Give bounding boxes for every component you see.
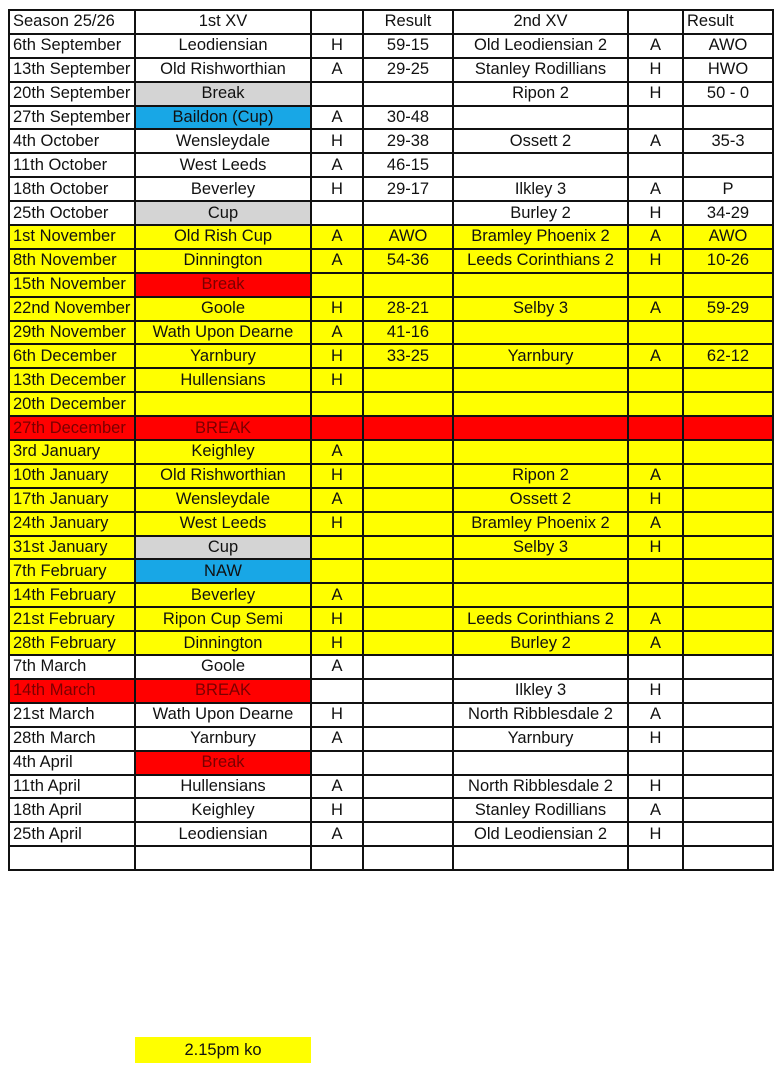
first-xv-opponent: West Leeds xyxy=(135,512,311,536)
header-season: Season 25/26 xyxy=(9,10,135,34)
first-xv-opponent: Wath Upon Dearne xyxy=(135,321,311,345)
fixture-row xyxy=(9,536,773,560)
first-xv-venue xyxy=(311,273,363,297)
second-xv-venue: H xyxy=(628,679,683,703)
first-xv-venue: A xyxy=(311,775,363,799)
first-xv-result: 29-25 xyxy=(363,58,453,82)
fixture-row xyxy=(9,153,773,177)
first-xv-opponent: Old Rishworthian xyxy=(135,464,311,488)
date-cell: 17th January xyxy=(9,488,135,512)
second-xv-opponent: Ossett 2 xyxy=(453,129,628,153)
first-xv-opponent: Ripon Cup Semi xyxy=(135,607,311,631)
first-xv-opponent: Old Rish Cup xyxy=(135,225,311,249)
first-xv-result: 29-38 xyxy=(363,129,453,153)
second-xv-venue xyxy=(628,106,683,130)
first-xv-result xyxy=(363,631,453,655)
second-xv-result xyxy=(683,153,773,177)
first-xv-venue: H xyxy=(311,297,363,321)
date-cell: 4th April xyxy=(9,751,135,775)
second-xv-venue: H xyxy=(628,82,683,106)
first-xv-venue xyxy=(311,559,363,583)
second-xv-opponent xyxy=(453,106,628,130)
first-xv-venue: A xyxy=(311,655,363,679)
fixture-row xyxy=(9,798,773,822)
first-xv-venue: A xyxy=(311,249,363,273)
second-xv-opponent xyxy=(453,273,628,297)
date-cell: 3rd January xyxy=(9,440,135,464)
first-xv-venue: A xyxy=(311,153,363,177)
date-cell: 18th April xyxy=(9,798,135,822)
fixture-row xyxy=(9,201,773,225)
second-xv-opponent: North Ribblesdale 2 xyxy=(453,703,628,727)
second-xv-opponent: Yarnbury xyxy=(453,344,628,368)
second-xv-result xyxy=(683,273,773,297)
first-xv-result: 28-21 xyxy=(363,297,453,321)
first-xv-result xyxy=(363,727,453,751)
first-xv-opponent: Goole xyxy=(135,655,311,679)
first-xv-result xyxy=(363,559,453,583)
second-xv-opponent xyxy=(453,751,628,775)
first-xv-opponent: Beverley xyxy=(135,177,311,201)
second-xv-opponent: Ripon 2 xyxy=(453,464,628,488)
second-xv-result xyxy=(683,321,773,345)
first-xv-venue: A xyxy=(311,822,363,846)
first-xv-venue: H xyxy=(311,607,363,631)
second-xv-result xyxy=(683,368,773,392)
kickoff-note: 2.15pm ko xyxy=(135,1037,311,1063)
first-xv-result: 41-16 xyxy=(363,321,453,345)
second-xv-opponent: Burley 2 xyxy=(453,631,628,655)
second-xv-result xyxy=(683,464,773,488)
second-xv-result xyxy=(683,798,773,822)
date-cell: 15th November xyxy=(9,273,135,297)
first-xv-opponent: Yarnbury xyxy=(135,727,311,751)
first-xv-result xyxy=(363,822,453,846)
second-xv-opponent: Stanley Rodillians xyxy=(453,58,628,82)
first-xv-result xyxy=(363,751,453,775)
fixture-row xyxy=(9,225,773,249)
first-xv-opponent: Hullensians xyxy=(135,368,311,392)
first-xv-venue: A xyxy=(311,583,363,607)
first-xv-venue xyxy=(311,201,363,225)
fixture-row xyxy=(9,559,773,583)
date-cell: 27th December xyxy=(9,416,135,440)
fixture-row xyxy=(9,822,773,846)
second-xv-opponent xyxy=(453,655,628,679)
first-xv-opponent: Dinnington xyxy=(135,249,311,273)
first-xv-opponent: NAW xyxy=(135,559,311,583)
first-xv-opponent: Leodiensian xyxy=(135,34,311,58)
second-xv-opponent: North Ribblesdale 2 xyxy=(453,775,628,799)
fixtures-body xyxy=(9,10,773,870)
second-xv-result xyxy=(683,655,773,679)
first-xv-venue xyxy=(311,82,363,106)
first-xv-venue: H xyxy=(311,631,363,655)
fixture-row xyxy=(9,344,773,368)
first-xv-venue: H xyxy=(311,344,363,368)
second-xv-result: 59-29 xyxy=(683,297,773,321)
second-xv-result xyxy=(683,536,773,560)
fixture-row xyxy=(9,655,773,679)
fixture-row xyxy=(9,249,773,273)
header-second-result: Result xyxy=(683,10,773,34)
second-xv-result xyxy=(683,679,773,703)
date-cell: 13th September xyxy=(9,58,135,82)
first-xv-opponent: Beverley xyxy=(135,583,311,607)
fixture-row xyxy=(9,631,773,655)
second-xv-result xyxy=(683,727,773,751)
second-xv-venue: H xyxy=(628,822,683,846)
second-xv-opponent xyxy=(453,321,628,345)
second-xv-venue: H xyxy=(628,775,683,799)
second-xv-venue xyxy=(628,440,683,464)
first-xv-opponent: Baildon (Cup) xyxy=(135,106,311,130)
first-xv-venue xyxy=(311,846,363,870)
first-xv-opponent: Wensleydale xyxy=(135,129,311,153)
first-xv-opponent: Hullensians xyxy=(135,775,311,799)
first-xv-venue: A xyxy=(311,488,363,512)
fixture-row xyxy=(9,440,773,464)
second-xv-venue: A xyxy=(628,297,683,321)
second-xv-venue xyxy=(628,559,683,583)
second-xv-result xyxy=(683,631,773,655)
first-xv-result: 30-48 xyxy=(363,106,453,130)
fixture-row xyxy=(9,106,773,130)
first-xv-opponent: Leodiensian xyxy=(135,822,311,846)
date-cell: 4th October xyxy=(9,129,135,153)
second-xv-result xyxy=(683,559,773,583)
second-xv-opponent: Leeds Corinthians 2 xyxy=(453,249,628,273)
second-xv-result: HWO xyxy=(683,58,773,82)
first-xv-opponent: Yarnbury xyxy=(135,344,311,368)
second-xv-result xyxy=(683,703,773,727)
second-xv-opponent xyxy=(453,846,628,870)
second-xv-venue xyxy=(628,273,683,297)
second-xv-opponent xyxy=(453,368,628,392)
first-xv-result xyxy=(363,201,453,225)
first-xv-result xyxy=(363,488,453,512)
second-xv-venue: A xyxy=(628,344,683,368)
second-xv-venue: A xyxy=(628,225,683,249)
first-xv-venue: H xyxy=(311,368,363,392)
date-cell: 20th September xyxy=(9,82,135,106)
date-cell: 24th January xyxy=(9,512,135,536)
first-xv-opponent: Break xyxy=(135,273,311,297)
first-xv-opponent: West Leeds xyxy=(135,153,311,177)
second-xv-venue xyxy=(628,583,683,607)
fixture-row xyxy=(9,392,773,416)
date-cell: 11th October xyxy=(9,153,135,177)
second-xv-opponent: Stanley Rodillians xyxy=(453,798,628,822)
second-xv-result: AWO xyxy=(683,34,773,58)
first-xv-venue: H xyxy=(311,464,363,488)
first-xv-result xyxy=(363,82,453,106)
date-cell: 10th January xyxy=(9,464,135,488)
second-xv-venue: H xyxy=(628,727,683,751)
first-xv-venue xyxy=(311,751,363,775)
date-cell: 22nd November xyxy=(9,297,135,321)
second-xv-result: 62-12 xyxy=(683,344,773,368)
fixture-row xyxy=(9,775,773,799)
first-xv-venue: A xyxy=(311,321,363,345)
first-xv-result: 33-25 xyxy=(363,344,453,368)
second-xv-venue xyxy=(628,368,683,392)
first-xv-venue xyxy=(311,536,363,560)
date-cell: 14th February xyxy=(9,583,135,607)
date-cell: 28th February xyxy=(9,631,135,655)
second-xv-result xyxy=(683,488,773,512)
date-cell: 25th April xyxy=(9,822,135,846)
first-xv-opponent: Wath Upon Dearne xyxy=(135,703,311,727)
date-cell: 31st January xyxy=(9,536,135,560)
second-xv-opponent: Ripon 2 xyxy=(453,82,628,106)
fixture-row xyxy=(9,58,773,82)
first-xv-opponent: Cup xyxy=(135,201,311,225)
second-xv-opponent: Burley 2 xyxy=(453,201,628,225)
second-xv-venue: H xyxy=(628,536,683,560)
fixture-row xyxy=(9,368,773,392)
second-xv-venue xyxy=(628,392,683,416)
first-xv-venue xyxy=(311,416,363,440)
second-xv-result: 34-29 xyxy=(683,201,773,225)
first-xv-venue: H xyxy=(311,34,363,58)
second-xv-result xyxy=(683,106,773,130)
first-xv-result xyxy=(363,607,453,631)
date-cell: 21st March xyxy=(9,703,135,727)
first-xv-result xyxy=(363,775,453,799)
first-xv-opponent: Keighley xyxy=(135,440,311,464)
second-xv-opponent: Selby 3 xyxy=(453,536,628,560)
second-xv-opponent: Old Leodiensian 2 xyxy=(453,822,628,846)
header-second-xv: 2nd XV xyxy=(453,10,628,34)
first-xv-opponent: Keighley xyxy=(135,798,311,822)
fixture-row xyxy=(9,727,773,751)
fixture-row xyxy=(9,416,773,440)
fixture-row xyxy=(9,679,773,703)
second-xv-opponent xyxy=(453,416,628,440)
second-xv-opponent: Yarnbury xyxy=(453,727,628,751)
second-xv-result xyxy=(683,440,773,464)
fixture-row xyxy=(9,273,773,297)
first-xv-result xyxy=(363,368,453,392)
second-xv-opponent: Bramley Phoenix 2 xyxy=(453,512,628,536)
second-xv-venue: A xyxy=(628,34,683,58)
first-xv-result xyxy=(363,273,453,297)
first-xv-venue: H xyxy=(311,512,363,536)
fixture-row xyxy=(9,488,773,512)
second-xv-opponent xyxy=(453,392,628,416)
first-xv-venue: H xyxy=(311,129,363,153)
date-cell: 1st November xyxy=(9,225,135,249)
first-xv-result xyxy=(363,655,453,679)
second-xv-opponent: Ilkley 3 xyxy=(453,177,628,201)
fixture-row xyxy=(9,297,773,321)
first-xv-opponent: Cup xyxy=(135,536,311,560)
second-xv-venue: A xyxy=(628,703,683,727)
first-xv-opponent xyxy=(135,392,311,416)
second-xv-opponent xyxy=(453,583,628,607)
first-xv-venue xyxy=(311,392,363,416)
second-xv-result xyxy=(683,846,773,870)
first-xv-venue: H xyxy=(311,703,363,727)
second-xv-venue: A xyxy=(628,607,683,631)
first-xv-result xyxy=(363,464,453,488)
second-xv-venue: A xyxy=(628,631,683,655)
second-xv-venue: H xyxy=(628,58,683,82)
fixtures-table xyxy=(8,9,774,871)
first-xv-result xyxy=(363,798,453,822)
first-xv-venue: H xyxy=(311,177,363,201)
first-xv-opponent xyxy=(135,846,311,870)
second-xv-result: 50 - 0 xyxy=(683,82,773,106)
fixture-row xyxy=(9,321,773,345)
second-xv-result xyxy=(683,583,773,607)
second-xv-opponent: Leeds Corinthians 2 xyxy=(453,607,628,631)
first-xv-result xyxy=(363,536,453,560)
second-xv-opponent: Old Leodiensian 2 xyxy=(453,34,628,58)
second-xv-venue xyxy=(628,321,683,345)
date-cell xyxy=(9,846,135,870)
first-xv-opponent: Goole xyxy=(135,297,311,321)
second-xv-venue: A xyxy=(628,129,683,153)
date-cell: 6th September xyxy=(9,34,135,58)
second-xv-result xyxy=(683,775,773,799)
second-xv-venue: A xyxy=(628,512,683,536)
second-xv-result: AWO xyxy=(683,225,773,249)
date-cell: 13th December xyxy=(9,368,135,392)
header-first-ha xyxy=(311,10,363,34)
header-first-result: Result xyxy=(363,10,453,34)
first-xv-result: 59-15 xyxy=(363,34,453,58)
fixture-row xyxy=(9,177,773,201)
date-cell: 18th October xyxy=(9,177,135,201)
second-xv-opponent: Bramley Phoenix 2 xyxy=(453,225,628,249)
fixture-row xyxy=(9,34,773,58)
date-cell: 14th March xyxy=(9,679,135,703)
second-xv-venue: A xyxy=(628,177,683,201)
first-xv-result: AWO xyxy=(363,225,453,249)
first-xv-opponent: BREAK xyxy=(135,679,311,703)
fixture-row xyxy=(9,512,773,536)
fixture-row xyxy=(9,464,773,488)
second-xv-venue: A xyxy=(628,464,683,488)
second-xv-venue xyxy=(628,153,683,177)
second-xv-venue: A xyxy=(628,798,683,822)
first-xv-result: 54-36 xyxy=(363,249,453,273)
second-xv-venue: H xyxy=(628,201,683,225)
first-xv-result xyxy=(363,846,453,870)
first-xv-result xyxy=(363,416,453,440)
date-cell: 11th April xyxy=(9,775,135,799)
header-first-xv: 1st XV xyxy=(135,10,311,34)
second-xv-opponent xyxy=(453,440,628,464)
date-cell: 29th November xyxy=(9,321,135,345)
first-xv-result xyxy=(363,392,453,416)
header-row xyxy=(9,10,773,34)
date-cell: 21st February xyxy=(9,607,135,631)
fixture-row xyxy=(9,82,773,106)
first-xv-result xyxy=(363,679,453,703)
first-xv-result xyxy=(363,440,453,464)
date-cell: 8th November xyxy=(9,249,135,273)
date-cell: 7th March xyxy=(9,655,135,679)
second-xv-venue xyxy=(628,416,683,440)
second-xv-opponent xyxy=(453,153,628,177)
first-xv-venue: H xyxy=(311,798,363,822)
fixture-row xyxy=(9,129,773,153)
first-xv-opponent: Wensleydale xyxy=(135,488,311,512)
date-cell: 27th September xyxy=(9,106,135,130)
second-xv-result xyxy=(683,512,773,536)
first-xv-venue: A xyxy=(311,727,363,751)
first-xv-result: 29-17 xyxy=(363,177,453,201)
second-xv-venue: H xyxy=(628,249,683,273)
second-xv-result xyxy=(683,822,773,846)
first-xv-venue: A xyxy=(311,440,363,464)
first-xv-result: 46-15 xyxy=(363,153,453,177)
second-xv-opponent: Ossett 2 xyxy=(453,488,628,512)
first-xv-opponent: Dinnington xyxy=(135,631,311,655)
first-xv-opponent: Old Rishworthian xyxy=(135,58,311,82)
date-cell: 6th December xyxy=(9,344,135,368)
first-xv-venue: A xyxy=(311,225,363,249)
second-xv-opponent: Ilkley 3 xyxy=(453,679,628,703)
first-xv-venue: A xyxy=(311,58,363,82)
first-xv-opponent: BREAK xyxy=(135,416,311,440)
fixture-row xyxy=(9,607,773,631)
first-xv-venue xyxy=(311,679,363,703)
fixture-row xyxy=(9,703,773,727)
second-xv-result xyxy=(683,751,773,775)
first-xv-opponent: Break xyxy=(135,82,311,106)
second-xv-result xyxy=(683,416,773,440)
second-xv-venue xyxy=(628,751,683,775)
date-cell: 28th March xyxy=(9,727,135,751)
second-xv-venue xyxy=(628,655,683,679)
second-xv-venue xyxy=(628,846,683,870)
header-second-ha xyxy=(628,10,683,34)
second-xv-result: 35-3 xyxy=(683,129,773,153)
second-xv-result: P xyxy=(683,177,773,201)
second-xv-opponent xyxy=(453,559,628,583)
first-xv-result xyxy=(363,512,453,536)
fixture-row xyxy=(9,846,773,870)
fixture-row xyxy=(9,751,773,775)
second-xv-venue: H xyxy=(628,488,683,512)
first-xv-venue: A xyxy=(311,106,363,130)
date-cell: 25th October xyxy=(9,201,135,225)
fixture-row xyxy=(9,583,773,607)
second-xv-opponent: Selby 3 xyxy=(453,297,628,321)
first-xv-result xyxy=(363,703,453,727)
first-xv-result xyxy=(363,583,453,607)
date-cell: 7th February xyxy=(9,559,135,583)
second-xv-result: 10-26 xyxy=(683,249,773,273)
date-cell: 20th December xyxy=(9,392,135,416)
first-xv-opponent: Break xyxy=(135,751,311,775)
second-xv-result xyxy=(683,392,773,416)
second-xv-result xyxy=(683,607,773,631)
